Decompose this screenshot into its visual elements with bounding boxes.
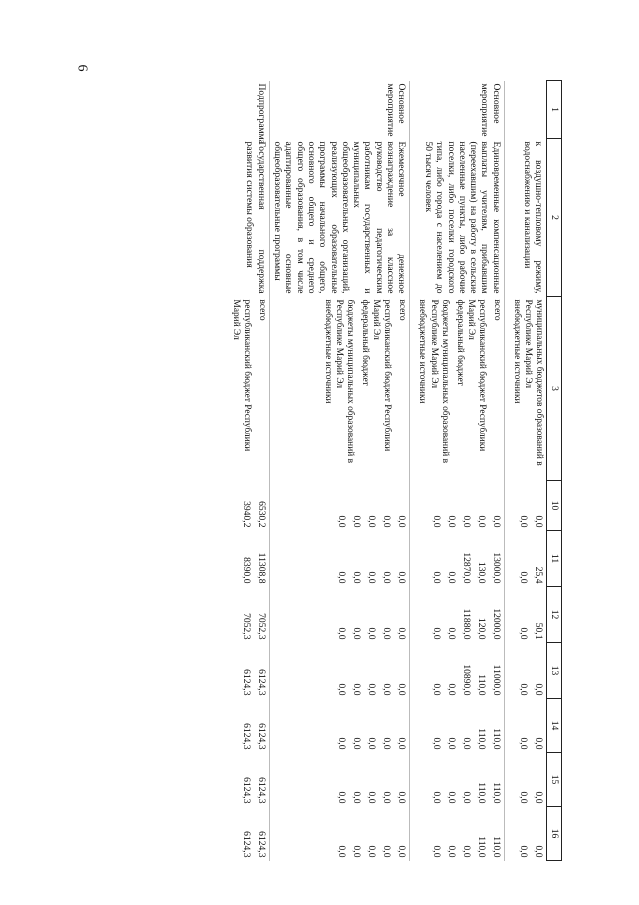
row-description-cell: Ежемесячное денежное вознаграждение за классное руководство педагогическим работникам государственных и муниципальных общеобразовательных организаций, реализующих образовательные программы начального общего, основного общего и среднего общего образования, в том числе адаптированные основные общеобразовательные программы — [269, 139, 410, 297]
amount-cell-c12 — [410, 587, 504, 643]
rotated-table-sheet — [112, 80, 562, 860]
amount-value: 110,0 — [475, 836, 487, 858]
amount-value: 0,0 — [351, 683, 363, 696]
amount-value: 6124,3 — [255, 831, 267, 858]
funding-source-cell — [410, 297, 504, 481]
amount-value: 0,0 — [518, 791, 529, 804]
amount-value: 25,4 — [533, 566, 544, 584]
amount-cell-c15 — [269, 753, 410, 807]
amount-value: 0,0 — [381, 571, 393, 584]
amount-cell-c16 — [410, 807, 504, 861]
amount-value: 0,0 — [430, 845, 442, 858]
amount-cell-c14 — [410, 699, 504, 753]
amount-value: 0,0 — [396, 683, 408, 696]
amount-value: 0,0 — [366, 515, 378, 528]
amount-cell-c11 — [410, 531, 504, 587]
amount-value: 0,0 — [460, 845, 472, 858]
amount-value: 8390,0 — [240, 557, 252, 584]
table-row — [504, 81, 546, 861]
amount-value: 0,0 — [445, 571, 457, 584]
amount-cell-c13 — [269, 643, 410, 699]
amount-value: 0,0 — [366, 737, 378, 750]
amount-value: 0,0 — [460, 515, 472, 528]
amount-value: 6530,2 — [255, 501, 267, 528]
amount-cell-c10 — [228, 481, 270, 531]
funding-source-label: муниципальных бюджетов образований в Республике Марий Эл — [522, 299, 544, 466]
funding-source-label: республиканский бюджет Республики Марий Эл — [230, 299, 252, 452]
amount-value: 0,0 — [396, 627, 408, 640]
funding-source-label: всего — [397, 299, 408, 321]
amount-value: 0,0 — [445, 791, 457, 804]
amount-value: 11000,0 — [490, 664, 502, 696]
amount-value: 12000,0 — [490, 608, 502, 640]
amount-value: 0,0 — [381, 791, 393, 804]
amount-value: 120,0 — [475, 617, 487, 640]
amount-cell-c15 — [410, 753, 504, 807]
amount-value: 0,0 — [518, 571, 529, 584]
col-header: 1 — [547, 81, 562, 139]
col-header: 3 — [547, 297, 562, 481]
amount-value: 0,0 — [396, 845, 408, 858]
funding-source-cell — [504, 297, 546, 481]
amount-value: 110,0 — [490, 836, 502, 858]
amount-value: 0,0 — [381, 683, 393, 696]
amount-value: 0,0 — [430, 791, 442, 804]
amount-value: 12870,0 — [460, 552, 472, 584]
amount-value: 0,0 — [366, 845, 378, 858]
funding-source-label: внебюджетные источники — [511, 299, 522, 404]
funding-source-label: бюджеты муниципальных образований в Республике Марий Эл — [334, 299, 356, 463]
amount-value: 50,1 — [533, 622, 544, 640]
amount-value: 110,0 — [475, 728, 487, 750]
col-header: 11 — [547, 531, 562, 587]
amount-value: 0,0 — [396, 737, 408, 750]
amount-cell-c13 — [228, 643, 270, 699]
row-description-cell: к воздушно-тепловому режиму, водоснабжению и канализации — [521, 141, 544, 294]
amount-value: 7052,3 — [255, 613, 267, 640]
amount-value: 0,0 — [518, 683, 529, 696]
table-row — [228, 81, 270, 861]
amount-value: 0,0 — [475, 515, 487, 528]
amount-cell-c10 — [269, 481, 410, 531]
amount-value: 0,0 — [351, 845, 363, 858]
amount-value: 0,0 — [366, 791, 378, 804]
funding-source-label: всего — [256, 299, 267, 321]
amount-value: 0,0 — [430, 737, 442, 750]
amount-value: 0,0 — [336, 737, 348, 750]
col-header: 14 — [547, 699, 562, 753]
amount-value: 110,0 — [490, 782, 502, 804]
funding-source-cell — [269, 297, 410, 481]
amount-value: 0,0 — [533, 791, 544, 804]
funding-source-label: федеральный бюджет — [360, 299, 371, 386]
funding-source-label: внебюджетные источники — [323, 299, 334, 404]
amount-cell-c10 — [410, 481, 504, 531]
table-row — [410, 81, 504, 861]
amount-cell-c14 — [228, 699, 270, 753]
amount-value: 0,0 — [460, 791, 472, 804]
amount-value: 0,0 — [381, 845, 393, 858]
amount-value: 0,0 — [351, 571, 363, 584]
amount-value: 6124,3 — [240, 831, 252, 858]
amount-value: 0,0 — [430, 627, 442, 640]
row-description-cell: Единовременные компенсационные выплаты учителям, прибывшим (переехавшим) на работу в сельские населенные пункты, либо рабочие поселки, либо поселки городского типа, либо города с населением до 50 тысяч человек — [410, 139, 504, 297]
amount-value: 0,0 — [336, 571, 348, 584]
amount-cell-c12 — [269, 587, 410, 643]
amount-cell-c15 — [228, 753, 270, 807]
amount-cell-c16 — [504, 807, 546, 861]
amount-cell-c12 — [228, 587, 270, 643]
amount-cell-c11 — [269, 531, 410, 587]
amount-value: 0,0 — [381, 515, 393, 528]
amount-value: 0,0 — [445, 683, 457, 696]
amount-value: 0,0 — [351, 737, 363, 750]
amount-value: 0,0 — [351, 791, 363, 804]
amount-value: 11880,0 — [460, 608, 472, 640]
amount-value: 0,0 — [490, 515, 502, 528]
funding-source-label: федеральный бюджет — [454, 299, 465, 386]
amount-value: 0,0 — [336, 515, 348, 528]
amount-value: 0,0 — [396, 571, 408, 584]
col-header: 15 — [547, 753, 562, 807]
amount-cell-c11 — [228, 531, 270, 587]
amount-value: 13000,0 — [490, 552, 502, 584]
table-row — [269, 81, 410, 861]
amount-value: 0,0 — [396, 515, 408, 528]
row-type-cell — [504, 81, 546, 139]
amount-cell-c13 — [410, 643, 504, 699]
amount-value: 11308,8 — [255, 552, 267, 584]
amount-value: 6124,3 — [240, 669, 252, 696]
row-type-cell: Подпрограмма — [228, 81, 270, 139]
row-description-cell: Государственная поддержка развития системы образования — [228, 139, 270, 297]
amount-value: 0,0 — [366, 571, 378, 584]
amount-value: 0,0 — [518, 627, 529, 640]
amount-value: 0,0 — [518, 845, 529, 858]
amount-value: 0,0 — [445, 737, 457, 750]
amount-value: 0,0 — [366, 683, 378, 696]
amount-value: 0,0 — [351, 515, 363, 528]
column-number-row — [547, 81, 562, 861]
row-type-cell: Основное мероприятие — [410, 81, 504, 139]
amount-value: 10890,0 — [460, 664, 472, 696]
amount-cell-c12 — [504, 587, 546, 643]
funding-source-label: бюджеты муниципальных образований в Республике Марий Эл — [428, 299, 450, 463]
amount-value: 0,0 — [430, 683, 442, 696]
amount-value: 0,0 — [351, 627, 363, 640]
amount-value: 130,0 — [475, 561, 487, 584]
amount-value: 0,0 — [336, 627, 348, 640]
budget-table — [228, 80, 563, 861]
amount-value: 110,0 — [475, 674, 487, 696]
amount-cell-c16 — [269, 807, 410, 861]
amount-value: 0,0 — [445, 845, 457, 858]
amount-value: 0,0 — [381, 737, 393, 750]
amount-value: 6124,3 — [255, 669, 267, 696]
col-header: 16 — [547, 807, 562, 861]
amount-value: 0,0 — [533, 515, 544, 528]
funding-source-label: республиканский бюджет Республики Марий Эл — [371, 299, 393, 452]
amount-cell-c11 — [504, 531, 546, 587]
amount-value: 0,0 — [396, 791, 408, 804]
funding-source-label: всего — [491, 299, 502, 321]
amount-value: 0,0 — [336, 791, 348, 804]
amount-value: 0,0 — [366, 627, 378, 640]
amount-value: 0,0 — [336, 683, 348, 696]
funding-source-label: внебюджетные источники — [417, 299, 428, 404]
amount-value: 0,0 — [533, 683, 544, 696]
amount-cell-c16 — [228, 807, 270, 861]
amount-cell-c14 — [504, 699, 546, 753]
amount-cell-c13 — [504, 643, 546, 699]
amount-value: 0,0 — [430, 515, 442, 528]
col-header: 2 — [547, 139, 562, 297]
amount-value: 0,0 — [445, 627, 457, 640]
page-number: 6 — [74, 64, 90, 72]
amount-value: 0,0 — [336, 845, 348, 858]
amount-value: 0,0 — [381, 627, 393, 640]
amount-value: 110,0 — [490, 728, 502, 750]
col-header: 10 — [547, 481, 562, 531]
amount-value: 6124,3 — [255, 777, 267, 804]
amount-value: 0,0 — [445, 515, 457, 528]
amount-value: 0,0 — [533, 737, 544, 750]
amount-value: 3940,2 — [240, 501, 252, 528]
amount-cell-c15 — [504, 753, 546, 807]
amount-value: 6124,3 — [240, 723, 252, 750]
funding-source-label: республиканский бюджет Республики Марий Эл — [465, 299, 487, 452]
col-header: 12 — [547, 587, 562, 643]
funding-source-cell — [228, 297, 270, 481]
row-type-cell: Основное мероприятие — [269, 81, 410, 139]
amount-value: 0,0 — [518, 737, 529, 750]
amount-value: 110,0 — [475, 782, 487, 804]
amount-value: 0,0 — [460, 737, 472, 750]
amount-cell-c14 — [269, 699, 410, 753]
amount-cell-c10 — [504, 481, 546, 531]
amount-value: 0,0 — [430, 571, 442, 584]
amount-value: 6124,3 — [255, 723, 267, 750]
amount-value: 6124,3 — [240, 777, 252, 804]
amount-value: 0,0 — [518, 515, 529, 528]
col-header: 13 — [547, 643, 562, 699]
amount-value: 0,0 — [533, 845, 544, 858]
amount-value: 7052,3 — [240, 613, 252, 640]
